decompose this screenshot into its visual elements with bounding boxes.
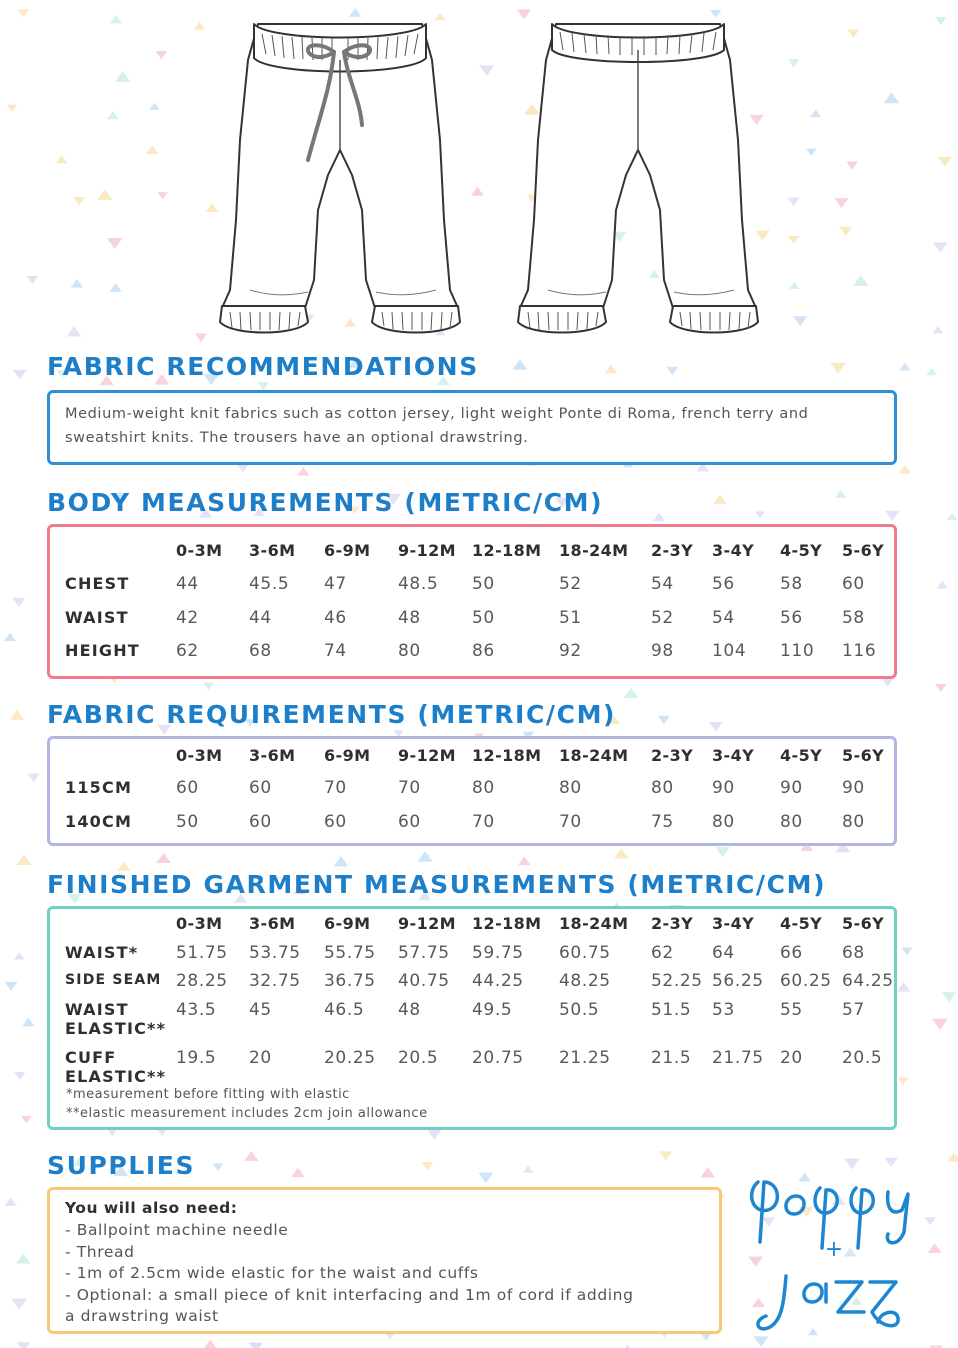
row-label: HEIGHT: [65, 641, 140, 660]
row-label: WAIST ELASTIC**: [65, 1000, 167, 1038]
triangle-decoration: [658, 716, 670, 724]
table-cell: 42: [176, 608, 199, 628]
table-cell: 60: [249, 812, 272, 832]
size-header: 4-5Y: [780, 541, 823, 560]
table-cell: 68: [842, 943, 865, 963]
triangle-decoration: [937, 581, 948, 589]
triangle-decoration: [334, 856, 349, 866]
table-cell: 92: [559, 641, 582, 661]
triangle-decoration: [115, 71, 131, 82]
size-header: 18-24M: [559, 746, 629, 765]
triangle-decoration: [935, 17, 947, 25]
triangle-decoration: [835, 490, 846, 498]
table-cell: 68: [249, 641, 272, 661]
table-cell: 64: [712, 943, 735, 963]
triangle-decoration: [947, 513, 958, 520]
triangle-decoration: [56, 155, 68, 163]
table-cell: 74: [324, 641, 347, 661]
table-cell: 70: [398, 778, 421, 798]
triangle-decoration: [898, 1078, 909, 1085]
table-cell: 48: [398, 608, 421, 628]
triangle-decoration: [110, 15, 122, 23]
finished-garment-heading: FINISHED GARMENT MEASUREMENTS (METRIC/CM): [47, 870, 827, 899]
triangle-decoration: [479, 65, 494, 76]
triangle-decoration: [471, 187, 484, 196]
triangle-decoration: [933, 242, 948, 252]
size-header: 9-12M: [398, 914, 456, 933]
table-cell: 64.25: [842, 971, 894, 991]
table-cell: 20.5: [842, 1048, 883, 1068]
table-cell: 46: [324, 608, 347, 628]
table-cell: 60: [324, 812, 347, 832]
triangle-decoration: [71, 279, 83, 288]
triangle-decoration: [248, 1343, 262, 1348]
triangle-decoration: [666, 367, 678, 375]
triangle-decoration: [659, 1151, 672, 1160]
table-cell: 80: [559, 778, 582, 798]
triangle-decoration: [935, 684, 947, 692]
table-cell: 44.25: [472, 971, 524, 991]
triangle-decoration: [97, 189, 112, 199]
list-item: a drawstring waist: [65, 1307, 219, 1325]
table-cell: 21.5: [651, 1048, 692, 1068]
triangle-decoration: [155, 51, 167, 59]
row-label: 115CM: [65, 778, 133, 797]
body-measurements-table: [47, 524, 897, 679]
size-header: 3-4Y: [712, 914, 755, 933]
triangle-decoration: [11, 1298, 27, 1309]
triangle-decoration: [149, 102, 159, 109]
supplies-box: [47, 1187, 722, 1334]
triangle-decoration: [755, 511, 765, 518]
table-cell: 50: [472, 574, 495, 594]
table-cell: 70: [324, 778, 347, 798]
table-cell: 44: [176, 574, 199, 594]
size-header: 0-3M: [176, 541, 223, 560]
list-item: - Thread: [65, 1242, 135, 1261]
table-cell: 21.75: [712, 1048, 764, 1068]
table-cell: 56.25: [712, 971, 764, 991]
triangle-decoration: [73, 197, 85, 205]
triangle-decoration: [947, 1152, 958, 1161]
triangle-decoration: [846, 162, 858, 170]
table-cell: 50.5: [559, 1000, 600, 1020]
triangle-decoration: [793, 316, 807, 326]
triangle-decoration: [788, 59, 799, 67]
triangle-decoration: [713, 495, 727, 504]
triangle-decoration: [897, 982, 910, 991]
row-label: WAIST*: [65, 943, 139, 962]
table-cell: 20: [780, 1048, 803, 1068]
table-cell: 70: [472, 812, 495, 832]
triangle-decoration: [653, 513, 665, 522]
table-cell: 40.75: [398, 971, 450, 991]
table-cell: 80: [398, 641, 421, 661]
triangle-decoration: [518, 856, 530, 865]
size-header: 3-6M: [249, 914, 296, 933]
supplies-title: You will also need:: [65, 1199, 238, 1217]
list-item: - 1m of 2.5cm wide elastic for the waist and cuffs: [65, 1264, 479, 1282]
triangle-decoration: [67, 326, 82, 336]
list-item: - Optional: a small piece of knit interfacing and 1m of cord if adding: [65, 1285, 634, 1304]
table-cell: 80: [651, 778, 674, 798]
logo-text-line2: jazz: [838, 1338, 840, 1339]
fabric-recommendations-heading: FABRIC RECOMMENDATIONS: [47, 352, 479, 381]
table-cell: 59.75: [472, 943, 524, 963]
table-cell: 60: [249, 778, 272, 798]
size-header: 12-18M: [472, 541, 542, 560]
size-header: 5-6Y: [842, 746, 885, 765]
triangle-decoration: [110, 283, 122, 291]
triangle-decoration: [614, 848, 628, 858]
table-cell: 58: [780, 574, 803, 594]
triangle-decoration: [244, 1151, 258, 1161]
table-cell: 70: [559, 812, 582, 832]
triangle-decoration: [834, 198, 848, 208]
row-label: SIDE SEAM: [65, 972, 162, 988]
table-cell: 20.25: [324, 1048, 376, 1068]
size-header: 9-12M: [398, 541, 456, 560]
triangle-decoration: [700, 1167, 715, 1177]
triangle-decoration: [523, 1165, 534, 1172]
table-cell: 60: [842, 574, 865, 594]
size-header: 0-3M: [176, 914, 223, 933]
triangle-decoration: [427, 1129, 443, 1140]
trousers-back-illustration: [508, 0, 768, 345]
triangle-decoration: [900, 363, 911, 371]
triangle-decoration: [13, 370, 27, 380]
triangle-decoration: [22, 1018, 34, 1027]
logo-text-line1: poppy: [838, 1172, 842, 1173]
table-cell: 80: [842, 812, 865, 832]
triangle-decoration: [624, 688, 638, 698]
table-cell: 45.5: [249, 574, 290, 594]
size-header: 6-9M: [324, 746, 371, 765]
row-label: 140CM: [65, 812, 133, 831]
fabric-recommendations-text: Medium-weight knit fabrics such as cotton jersey, light weight Ponte di Roma, french terry and sweatshirt knits. The trousers have an optional drawstring.: [65, 406, 809, 446]
triangle-decoration: [16, 854, 31, 865]
table-cell: 55: [780, 1000, 803, 1020]
table-cell: 60.25: [780, 971, 832, 991]
table-cell: 52: [651, 608, 674, 628]
triangle-decoration: [14, 952, 25, 959]
table-cell: 104: [712, 641, 747, 661]
triangle-decoration: [899, 465, 911, 474]
supplies-heading: SUPPLIES: [47, 1151, 196, 1180]
table-cell: 54: [651, 574, 674, 594]
triangle-decoration: [839, 227, 852, 236]
size-header: 18-24M: [559, 914, 629, 933]
table-cell: 50: [472, 608, 495, 628]
table-cell: 51.5: [651, 1000, 692, 1020]
triangle-decoration: [788, 236, 800, 244]
table-cell: 45: [249, 1000, 272, 1020]
table-cell: 56: [780, 608, 803, 628]
triangle-decoration: [942, 992, 957, 1002]
triangle-decoration: [933, 326, 943, 333]
body-measurements-heading: BODY MEASUREMENTS (METRIC/CM): [47, 488, 604, 517]
table-cell: 21.25: [559, 1048, 611, 1068]
table-cell: 51: [559, 608, 582, 628]
table-cell: 62: [176, 641, 199, 661]
finished-garment-table: [47, 906, 897, 1130]
triangle-decoration: [195, 334, 207, 342]
size-header: 6-9M: [324, 914, 371, 933]
triangle-decoration: [810, 109, 821, 117]
triangle-decoration: [107, 238, 123, 249]
table-cell: 58: [842, 608, 865, 628]
size-header: 9-12M: [398, 746, 456, 765]
table-cell: 110: [780, 641, 815, 661]
table-cell: 80: [780, 812, 803, 832]
triangle-decoration: [787, 197, 799, 206]
triangle-decoration: [16, 1254, 30, 1264]
table-cell: 80: [712, 812, 735, 832]
size-header: 3-6M: [249, 746, 296, 765]
footnote: *measurement before fitting with elastic: [66, 1087, 350, 1102]
triangle-decoration: [926, 368, 937, 375]
size-header: 0-3M: [176, 746, 223, 765]
table-cell: 50: [176, 812, 199, 832]
table-cell: 19.5: [176, 1048, 217, 1068]
table-cell: 44: [249, 608, 272, 628]
footnote: **elastic measurement includes 2cm join allowance: [66, 1106, 428, 1121]
triangle-decoration: [28, 774, 40, 783]
table-cell: 46.5: [324, 1000, 365, 1020]
table-cell: 90: [842, 778, 865, 798]
triangle-decoration: [806, 149, 817, 156]
triangle-decoration: [853, 275, 868, 286]
table-cell: 62: [651, 943, 674, 963]
list-item: - Ballpoint machine needle: [65, 1221, 289, 1239]
triangle-decoration: [5, 1198, 17, 1206]
triangle-decoration: [885, 511, 899, 521]
size-header: 18-24M: [559, 541, 629, 560]
triangle-decoration: [620, 1344, 635, 1348]
triangle-decoration: [157, 192, 168, 199]
triangle-decoration: [512, 359, 527, 369]
triangle-decoration: [21, 1116, 32, 1124]
table-cell: 48.25: [559, 971, 611, 991]
table-cell: 56: [712, 574, 735, 594]
triangle-decoration: [297, 467, 309, 475]
table-cell: 28.25: [176, 971, 228, 991]
size-header: 2-3Y: [651, 746, 694, 765]
triangle-decoration: [830, 363, 846, 374]
table-cell: 52.25: [651, 971, 703, 991]
table-cell: 20.5: [398, 1048, 439, 1068]
table-cell: 60: [398, 812, 421, 832]
triangle-decoration: [203, 683, 214, 690]
triangle-decoration: [17, 1342, 31, 1348]
size-header: 2-3Y: [651, 541, 694, 560]
table-cell: 57: [842, 1000, 865, 1020]
triangle-decoration: [901, 947, 912, 955]
triangle-decoration: [478, 1173, 493, 1183]
table-cell: 47: [324, 574, 347, 594]
triangle-decoration: [848, 29, 860, 37]
triangle-decoration: [4, 633, 16, 642]
size-header: 12-18M: [472, 746, 542, 765]
triangle-decoration: [156, 853, 171, 863]
fabric-recommendations-box: [47, 390, 897, 465]
table-cell: 52: [559, 574, 582, 594]
size-header: 12-18M: [472, 914, 542, 933]
triangle-decoration: [605, 364, 618, 373]
triangle-decoration: [7, 104, 18, 111]
table-cell: 98: [651, 641, 674, 661]
row-label: CHEST: [65, 574, 130, 593]
table-cell: 90: [712, 778, 735, 798]
triangle-decoration: [291, 1168, 305, 1178]
table-cell: 43.5: [176, 1000, 217, 1020]
table-cell: 32.75: [249, 971, 301, 991]
size-header: 5-6Y: [842, 541, 885, 560]
table-cell: 53.75: [249, 943, 301, 963]
table-cell: 48: [398, 1000, 421, 1020]
triangle-decoration: [709, 722, 723, 732]
table-cell: 54: [712, 608, 735, 628]
size-header: 6-9M: [324, 541, 371, 560]
size-header: 4-5Y: [780, 746, 823, 765]
table-cell: 57.75: [398, 943, 450, 963]
size-header: 4-5Y: [780, 914, 823, 933]
table-cell: 60.75: [559, 943, 611, 963]
size-header: 3-4Y: [712, 541, 755, 560]
triangle-decoration: [14, 1072, 25, 1080]
trousers-front-illustration: [210, 0, 470, 345]
table-cell: 80: [472, 778, 495, 798]
triangle-decoration: [12, 598, 25, 607]
triangle-decoration: [421, 1162, 433, 1170]
table-cell: 20.75: [472, 1048, 524, 1068]
triangle-decoration: [418, 851, 433, 861]
row-label: CUFF ELASTIC**: [65, 1048, 167, 1086]
triangle-decoration: [882, 678, 894, 686]
triangle-decoration: [884, 92, 900, 103]
table-cell: 86: [472, 641, 495, 661]
triangle-decoration: [212, 1163, 223, 1171]
table-cell: 60: [176, 778, 199, 798]
table-cell: 53: [712, 1000, 735, 1020]
poppy-jazz-logo: [738, 1152, 938, 1342]
triangle-decoration: [10, 710, 24, 720]
fabric-requirements-heading: FABRIC REQUIREMENTS (METRIC/CM): [47, 700, 617, 729]
table-cell: 48.5: [398, 574, 439, 594]
triangle-decoration: [938, 157, 952, 167]
size-header: 3-4Y: [712, 746, 755, 765]
fabric-requirements-table: [47, 736, 897, 846]
triangle-decoration: [26, 276, 38, 284]
triangle-decoration: [932, 1019, 948, 1030]
table-cell: 75: [651, 812, 674, 832]
logo-plus: +: [824, 1237, 844, 1262]
size-header: 2-3Y: [651, 914, 694, 933]
table-cell: 66: [780, 943, 803, 963]
row-label: WAIST: [65, 608, 129, 627]
triangle-decoration: [789, 282, 799, 289]
triangle-decoration: [5, 982, 18, 991]
table-cell: 116: [842, 641, 877, 661]
table-cell: 49.5: [472, 1000, 513, 1020]
triangle-decoration: [107, 111, 119, 119]
table-cell: 36.75: [324, 971, 376, 991]
triangle-decoration: [194, 22, 205, 30]
table-cell: 90: [780, 778, 803, 798]
triangle-decoration: [146, 145, 159, 154]
table-cell: 55.75: [324, 943, 376, 963]
table-cell: 20: [249, 1048, 272, 1068]
triangle-decoration: [715, 847, 730, 857]
triangle-decoration: [18, 9, 29, 17]
size-header: 5-6Y: [842, 914, 885, 933]
triangle-decoration: [203, 1339, 217, 1348]
table-cell: 51.75: [176, 943, 228, 963]
size-header: 3-6M: [249, 541, 296, 560]
supplies-list: [65, 1220, 634, 1328]
